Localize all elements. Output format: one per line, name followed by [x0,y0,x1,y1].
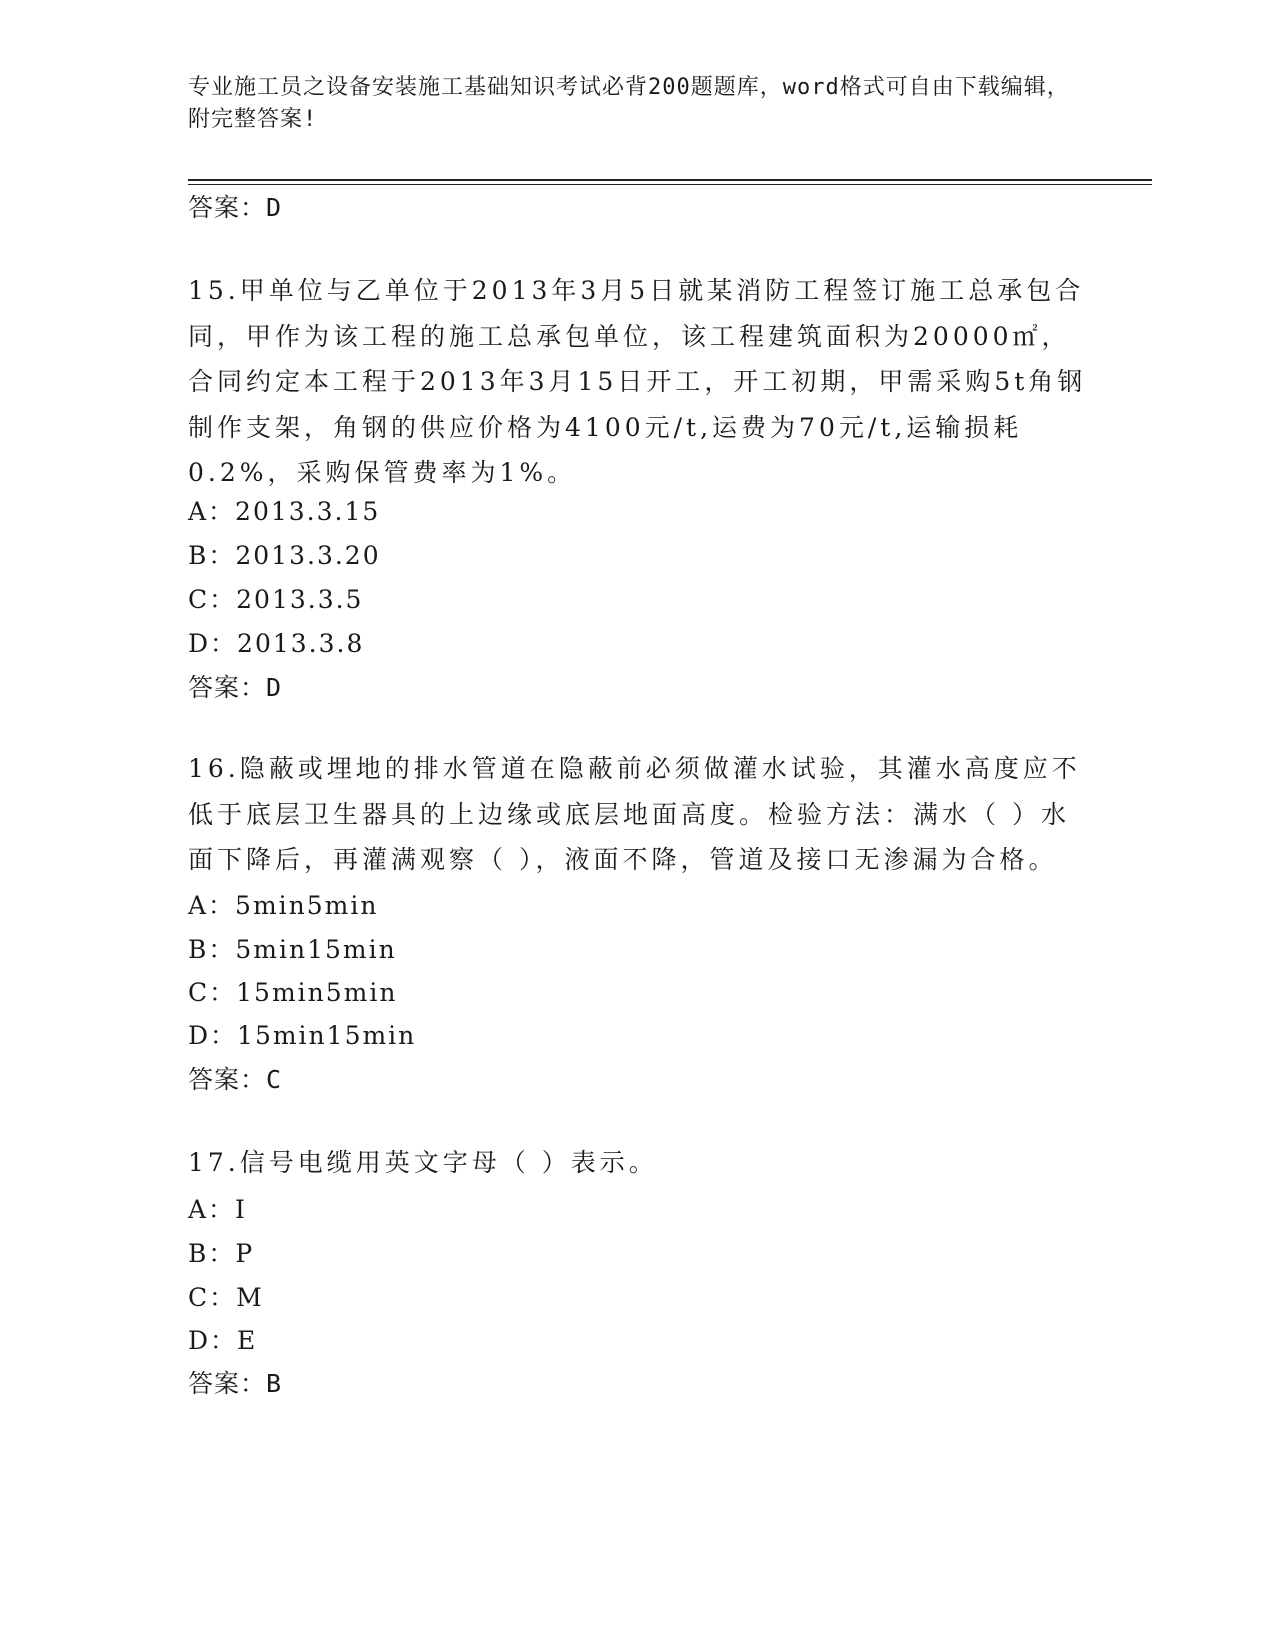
question-16-option-c: C：15min5min [188,978,398,1007]
question-17-stem: 17.信号电缆用英文字母（ ）表示。 [188,1148,658,1177]
question-17-option-d: D：E [188,1326,258,1355]
question-15-option-c: C：2013.3.5 [188,585,364,614]
header-divider-thick [188,179,1152,181]
question-17-option-c: C：M [188,1283,264,1312]
question-15-option-d: D：2013.3.8 [188,629,365,658]
header-divider-thin [188,184,1152,185]
previous-answer: 答案：D [188,193,283,222]
header-title: 专业施工员之设备安装施工基础知识考试必背200题题库，word格式可自由下载编辑，附完整答案! [188,75,1070,132]
question-17-option-a: A：I [188,1195,247,1224]
question-15-answer: 答案：D [188,673,283,702]
question-16-option-b: B：5min15min [188,935,397,964]
question-16-option-a: A：5min5min [188,891,379,920]
question-17-option-b: B：P [188,1239,255,1268]
question-15-option-a: A：2013.3.15 [188,497,381,526]
question-16-stem: 16.隐蔽或埋地的排水管道在隐蔽前必须做灌水试验，其灌水高度应不低于底层卫生器具的上边缘或底层地面高度。检验方法：满水（ ）水面下降后，再灌满观察（ ），液面不降，管道及接口无渗漏为合格。 [188,754,1081,874]
question-15-stem: 15.甲单位与乙单位于2013年3月5日就某消防工程签订施工总承包合同，甲作为该工程的施工总承包单位，该工程建筑面积为20000㎡，合同约定本工程于2013年3月15日开工，开工初期，甲需采购5t角钢制作支架，角钢的供应价格为4100元/t,运费为70元/t,运输损耗0.2%，采购保管费率为1%。 [188,276,1087,487]
question-15-option-b: B：2013.3.20 [188,541,381,570]
question-16-answer: 答案：C [188,1065,283,1094]
document-header [188,72,1088,136]
question-17-answer: 答案：B [188,1369,283,1398]
question-16-option-d: D：15min15min [188,1021,417,1050]
